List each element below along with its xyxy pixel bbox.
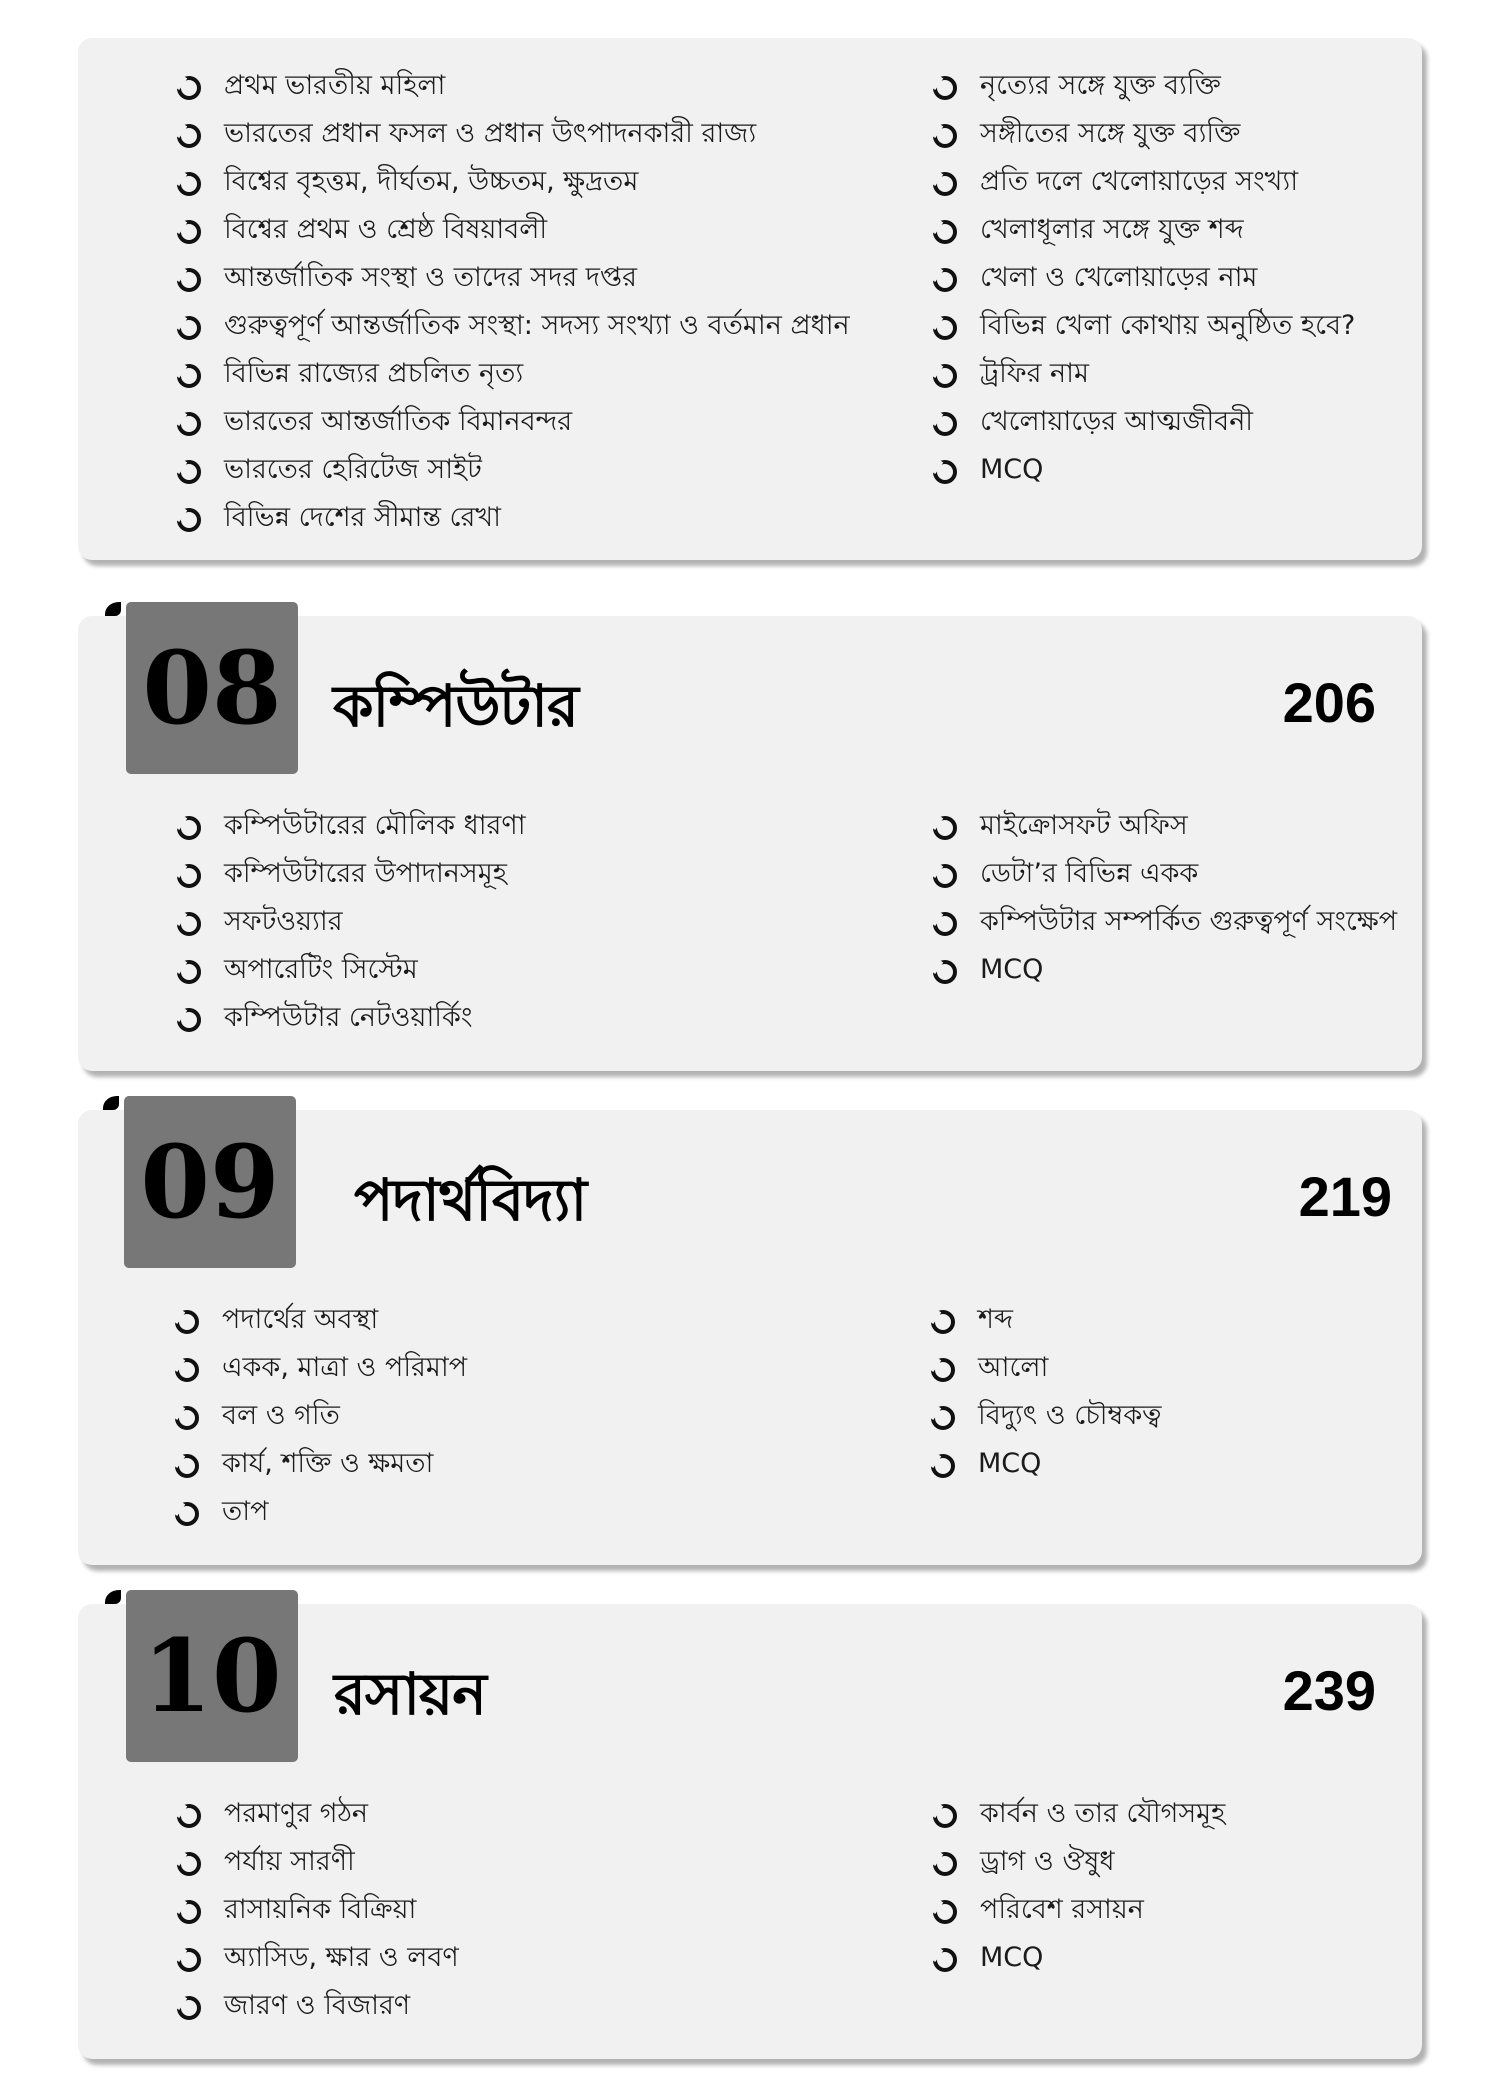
list-item: কম্পিউটারের মৌলিক ধারণা <box>136 802 526 850</box>
circle-bullet-icon <box>933 1948 957 1972</box>
list-item: অপারেটিং সিস্টেম <box>136 946 526 994</box>
tab-curl-decoration <box>105 1590 121 1604</box>
circle-bullet-icon <box>177 1804 201 1828</box>
circle-bullet-icon <box>933 364 957 388</box>
page-number: 219 <box>1298 1165 1392 1228</box>
circle-bullet-icon <box>175 1406 199 1430</box>
circle-bullet-icon <box>177 864 201 888</box>
topic-list-right <box>892 62 1355 494</box>
circle-bullet-icon <box>177 460 201 484</box>
list-item: ভারতের হেরিটেজ সাইট <box>136 446 850 494</box>
chapter-number: 09 <box>124 1096 296 1268</box>
list-item: বিভিন্ন দেশের সীমান্ত রেখা <box>136 494 850 542</box>
list-item: শব্দ <box>890 1296 1161 1344</box>
list-item: খেলা ও খেলোয়াড়ের নাম <box>892 254 1355 302</box>
topic-list-right <box>890 1296 1161 1488</box>
chapter-title: রসায়ন <box>334 1660 486 1728</box>
circle-bullet-icon <box>177 912 201 936</box>
tab-curl-decoration <box>105 602 121 616</box>
page-number: 239 <box>1282 1659 1376 1722</box>
circle-bullet-icon <box>177 268 201 292</box>
list-item: আন্তর্জাতিক সংস্থা ও তাদের সদর দপ্তর <box>136 254 850 302</box>
chapter-number: 08 <box>126 602 298 774</box>
circle-bullet-icon <box>177 412 201 436</box>
chapter-title: পদার্থবিদ্যা <box>354 1166 587 1234</box>
circle-bullet-icon <box>931 1358 955 1382</box>
list-item: MCQ <box>892 446 1355 494</box>
list-item: পদার্থের অবস্থা <box>134 1296 467 1344</box>
list-item: মাইক্রোসফট অফিস <box>892 802 1397 850</box>
list-item: ট্রফির নাম <box>892 350 1355 398</box>
topic-list-left <box>134 1296 467 1536</box>
circle-bullet-icon <box>177 364 201 388</box>
list-item: MCQ <box>890 1440 1161 1488</box>
list-item: কার্য, শক্তি ও ক্ষমতা <box>134 1440 467 1488</box>
circle-bullet-icon <box>933 460 957 484</box>
topic-list-left <box>136 62 850 542</box>
list-item: ভারতের আন্তর্জাতিক বিমানবন্দর <box>136 398 850 446</box>
list-item: প্রথম ভারতীয় মহিলা <box>136 62 850 110</box>
circle-bullet-icon <box>933 960 957 984</box>
list-item: নৃত্যের সঙ্গে যুক্ত ব্যক্তি <box>892 62 1355 110</box>
list-item: MCQ <box>892 946 1397 994</box>
circle-bullet-icon <box>933 172 957 196</box>
topic-list-left <box>136 802 526 1042</box>
chapter-number: 10 <box>126 1590 298 1762</box>
list-item: সফটওয়্যার <box>136 898 526 946</box>
list-item: জারণ ও বিজারণ <box>136 1982 459 2030</box>
list-item: তাপ <box>134 1488 467 1536</box>
circle-bullet-icon <box>175 1502 199 1526</box>
circle-bullet-icon <box>177 124 201 148</box>
circle-bullet-icon <box>177 1948 201 1972</box>
circle-bullet-icon <box>177 508 201 532</box>
circle-bullet-icon <box>933 220 957 244</box>
list-item: কম্পিউটার নেটওয়ার্কিং <box>136 994 526 1042</box>
list-item: একক, মাত্রা ও পরিমাপ <box>134 1344 467 1392</box>
circle-bullet-icon <box>177 220 201 244</box>
list-item: ড্রাগ ও ঔষুধ <box>892 1838 1225 1886</box>
circle-bullet-icon <box>177 1008 201 1032</box>
list-item: ডেটা’র বিভিন্ন একক <box>892 850 1397 898</box>
chapter-panel-08 <box>78 616 1422 1071</box>
chapter-panel-10 <box>78 1604 1422 2059</box>
list-item: ভারতের প্রধান ফসল ও প্রধান উৎপাদনকারী রাজ্য <box>136 110 850 158</box>
list-item: বিদ্যুৎ ও চৌম্বকত্ব <box>890 1392 1161 1440</box>
list-item: গুরুত্বপূর্ণ আন্তর্জাতিক সংস্থা: সদস্য সংখ্যা ও বর্তমান প্রধান <box>136 302 850 350</box>
list-item: বিভিন্ন রাজ্যের প্রচলিত নৃত্য <box>136 350 850 398</box>
circle-bullet-icon <box>933 412 957 436</box>
list-item: প্রতি দলে খেলোয়াড়ের সংখ্যা <box>892 158 1355 206</box>
list-item: কার্বন ও তার যৌগসমূহ <box>892 1790 1225 1838</box>
list-item: পরমাণুর গঠন <box>136 1790 459 1838</box>
list-item: বিভিন্ন খেলা কোথায় অনুষ্ঠিত হবে? <box>892 302 1355 350</box>
list-item: পর্যায় সারণী <box>136 1838 459 1886</box>
tab-curl-decoration <box>103 1096 119 1110</box>
circle-bullet-icon <box>177 172 201 196</box>
list-item: MCQ <box>892 1934 1225 1982</box>
list-item: কম্পিউটারের উপাদানসমূহ <box>136 850 526 898</box>
circle-bullet-icon <box>175 1454 199 1478</box>
list-item: পরিবেশ রসায়ন <box>892 1886 1225 1934</box>
circle-bullet-icon <box>933 1852 957 1876</box>
list-item: বিশ্বের প্রথম ও শ্রেষ্ঠ বিষয়াবলী <box>136 206 850 254</box>
circle-bullet-icon <box>931 1310 955 1334</box>
circle-bullet-icon <box>177 316 201 340</box>
circle-bullet-icon <box>931 1454 955 1478</box>
circle-bullet-icon <box>177 1852 201 1876</box>
topic-list-right <box>892 1790 1225 1982</box>
list-item: অ্যাসিড, ক্ষার ও লবণ <box>136 1934 459 1982</box>
topic-list-right <box>892 802 1397 994</box>
list-item: বিশ্বের বৃহত্তম, দীর্ঘতম, উচ্চতম, ক্ষুদ্রতম <box>136 158 850 206</box>
circle-bullet-icon <box>177 816 201 840</box>
list-item: সঙ্গীতের সঙ্গে যুক্ত ব্যক্তি <box>892 110 1355 158</box>
circle-bullet-icon <box>175 1310 199 1334</box>
circle-bullet-icon <box>933 76 957 100</box>
circle-bullet-icon <box>933 316 957 340</box>
circle-bullet-icon <box>175 1358 199 1382</box>
circle-bullet-icon <box>933 268 957 292</box>
circle-bullet-icon <box>933 124 957 148</box>
list-item: খেলাধূলার সঙ্গে যুক্ত শব্দ <box>892 206 1355 254</box>
list-item: আলো <box>890 1344 1161 1392</box>
circle-bullet-icon <box>177 76 201 100</box>
page-number: 206 <box>1282 671 1376 734</box>
list-item: বল ও গতি <box>134 1392 467 1440</box>
circle-bullet-icon <box>933 1900 957 1924</box>
circle-bullet-icon <box>933 816 957 840</box>
chapter-panel-09 <box>78 1110 1422 1565</box>
topic-list-left <box>136 1790 459 2030</box>
list-item: কম্পিউটার সম্পর্কিত গুরুত্বপূর্ণ সংক্ষেপ <box>892 898 1397 946</box>
circle-bullet-icon <box>933 912 957 936</box>
list-item: খেলোয়াড়ের আত্মজীবনী <box>892 398 1355 446</box>
circle-bullet-icon <box>933 864 957 888</box>
chapter-title: কম্পিউটার <box>333 672 578 740</box>
circle-bullet-icon <box>177 1996 201 2020</box>
topic-panel-continued <box>78 38 1422 560</box>
circle-bullet-icon <box>933 1804 957 1828</box>
circle-bullet-icon <box>931 1406 955 1430</box>
circle-bullet-icon <box>177 960 201 984</box>
circle-bullet-icon <box>177 1900 201 1924</box>
list-item: রাসায়নিক বিক্রিয়া <box>136 1886 459 1934</box>
